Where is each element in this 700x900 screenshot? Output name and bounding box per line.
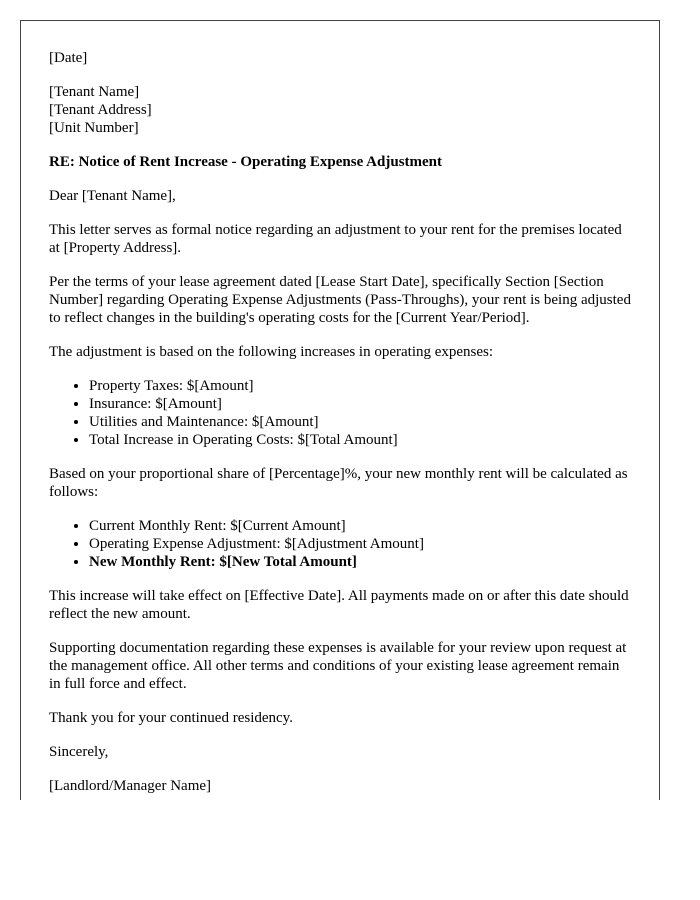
letter-date: [Date] <box>49 50 88 66</box>
expense-list <box>49 377 631 449</box>
recipient-block <box>49 83 631 137</box>
letter-body <box>21 21 659 795</box>
signature-name: [Landlord/Manager Name] <box>49 778 212 794</box>
recipient-name: [Tenant Name] <box>49 84 140 100</box>
paragraph-thanks: Thank you for your continued residency. <box>49 710 293 726</box>
recipient-unit: [Unit Number] <box>49 120 139 136</box>
letter-page <box>20 20 660 800</box>
paragraph-effective-date: This increase will take effect on [Effective Date]. All payments made on or after this date should reflect the new amount. <box>49 588 629 622</box>
paragraph-lease-terms: Per the terms of your lease agreement dated [Lease Start Date], specifically Section [Section Number] regarding Operating Expense Adjustments (Pass-Throughs), your rent is being adjusted to reflect changes in the building's operating costs for the [Current Year/Period]. <box>49 274 631 326</box>
salutation: Dear [Tenant Name], <box>49 188 176 204</box>
list-item: • Insurance: $[Amount] <box>89 395 631 413</box>
list-item: • Utilities and Maintenance: $[Amount] <box>89 413 631 431</box>
paragraph-documentation: Supporting documentation regarding these expenses is available for your review upon request at the management office. All other terms and conditions of your existing lease agreement remain in full force and effect. <box>49 640 627 692</box>
recipient-address: [Tenant Address] <box>49 102 152 118</box>
rent-calculation-list <box>49 517 631 571</box>
list-item: • Total Increase in Operating Costs: $[Total Amount] <box>89 431 631 449</box>
paragraph-expenses-intro: The adjustment is based on the following increases in operating expenses: <box>49 344 494 360</box>
paragraph-intro: This letter serves as formal notice regarding an adjustment to your rent for the premises located at [Property Address]. <box>49 222 622 256</box>
paragraph-proportional-share: Based on your proportional share of [Percentage]%, your new monthly rent will be calculated as follows: <box>49 466 628 500</box>
new-rent-item: • New Monthly Rent: $[New Total Amount] <box>89 553 631 571</box>
subject-line: RE: Notice of Rent Increase - Operating Expense Adjustment <box>49 154 443 170</box>
closing: Sincerely, <box>49 744 109 760</box>
list-item: • Property Taxes: $[Amount] <box>89 377 631 395</box>
list-item: • Operating Expense Adjustment: $[Adjustment Amount] <box>89 535 631 553</box>
list-item: • Current Monthly Rent: $[Current Amount] <box>89 517 631 535</box>
